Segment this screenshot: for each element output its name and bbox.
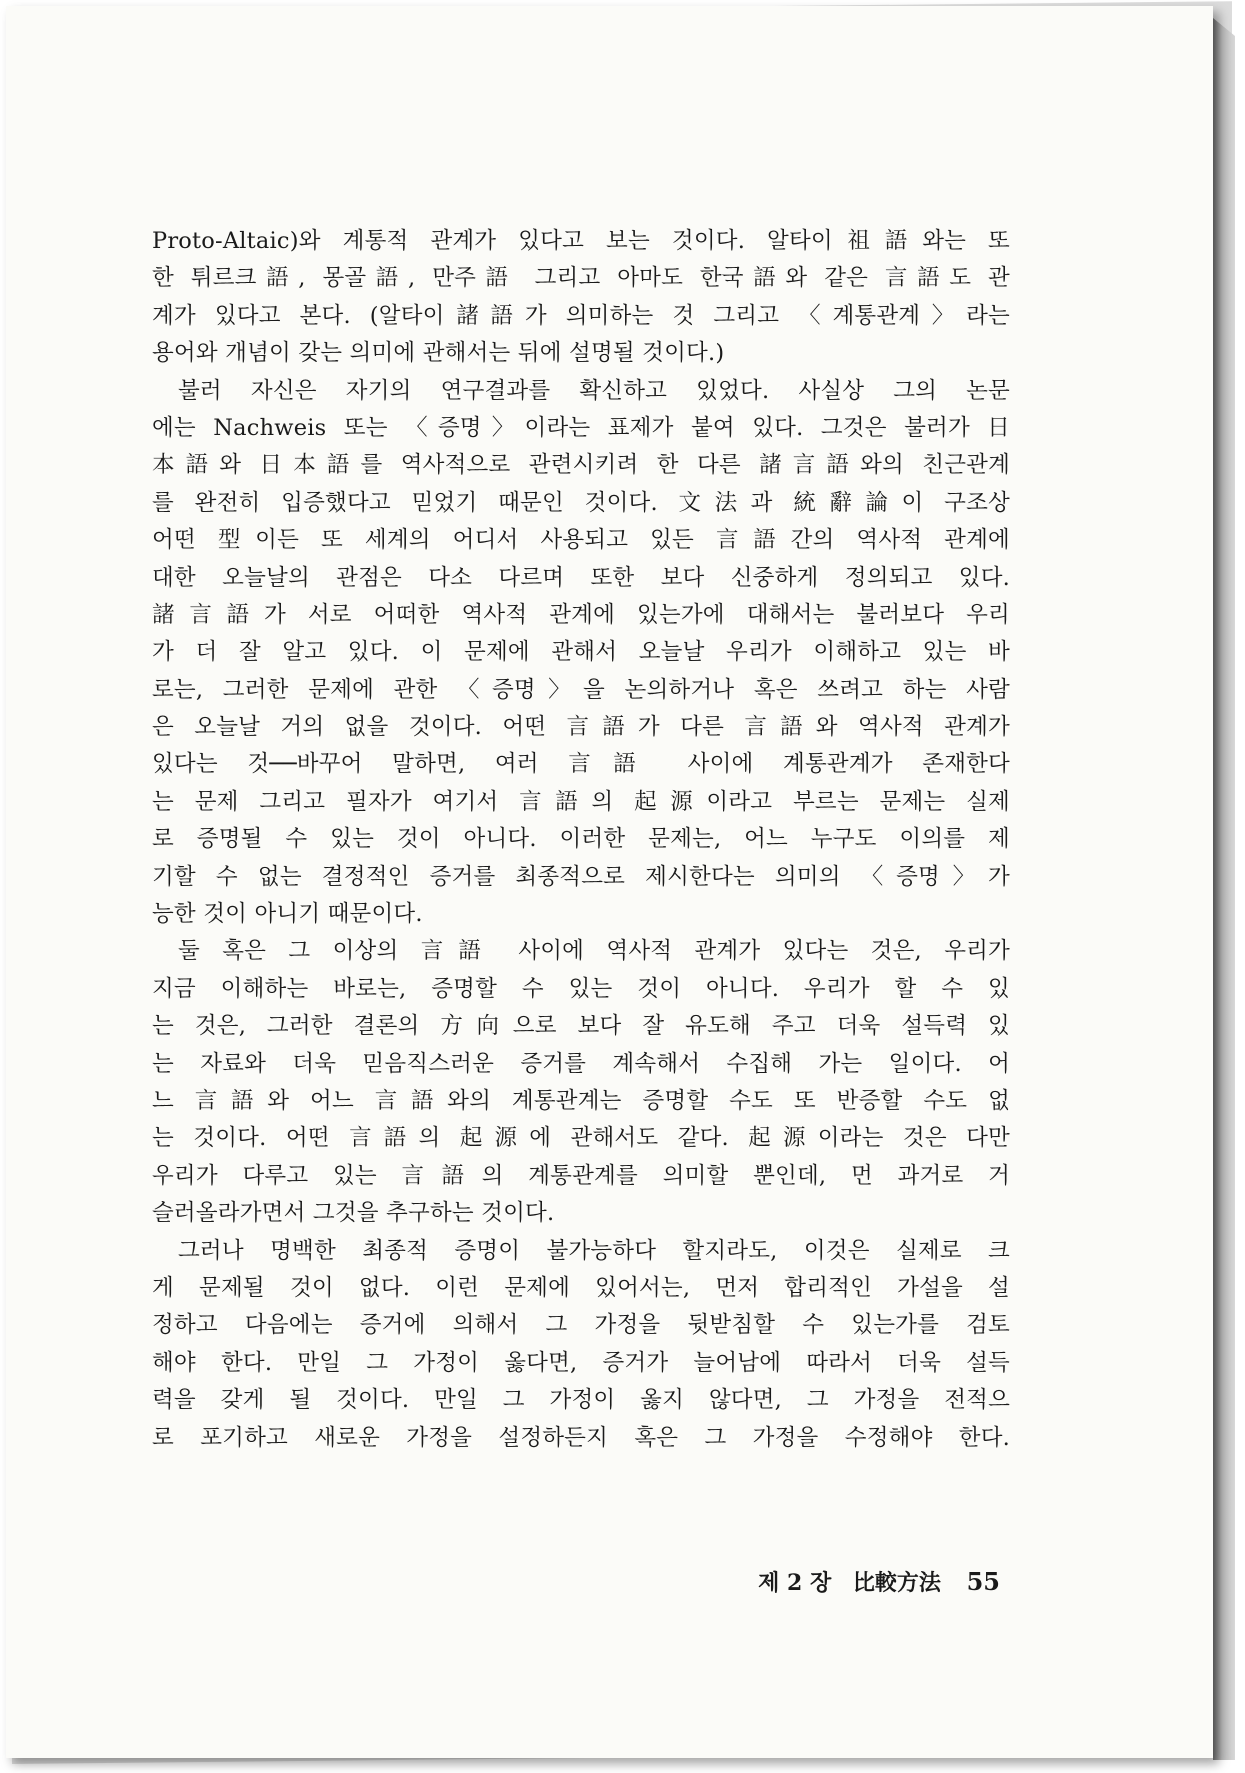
text-line: 능한 것이 아니기 때문이다. <box>152 901 423 928</box>
text-line: 해야 한다. 만일 그 가정이 옳다면, 증거가 늘어남에 따라서 더욱 설득 <box>152 1349 1010 1376</box>
text-line: 한 튀르크語, 몽골語, 만주語 그리고 아마도 한국語와 같은 言語도 관 <box>152 265 1010 292</box>
text-line: 력을 갖게 될 것이다. 만일 그 가정이 옳지 않다면, 그 가정을 전적으 <box>152 1387 1010 1414</box>
text-line: 우리가 다루고 있는 言語의 계통관계를 의미할 뿐인데, 먼 과거로 거 <box>152 1162 1010 1189</box>
text-line: 은 오늘날 거의 없을 것이다. 어떤 言語가 다른 言語와 역사적 관계가 <box>152 714 1010 741</box>
text-line: 를 완전히 입증했다고 믿었기 때문인 것이다. 文法과 統辭論이 구조상 <box>152 489 1010 516</box>
text-line: 정하고 다음에는 증거에 의해서 그 가정을 뒷받침할 수 있는가를 검토 <box>152 1312 1010 1339</box>
text-line: 느 言語와 어느 言語와의 계통관계는 증명할 수도 또 반증할 수도 없 <box>152 1087 1010 1114</box>
chapter-title: 比較方法 <box>852 1570 941 1596</box>
text-line: 계가 있다고 본다. (알타이諸語가 의미하는 것 그리고 〈계통관계〉라는 <box>152 302 1010 329</box>
text-line: 에는 Nachweis 또는 〈증명〉이라는 표제가 붙여 있다. 그것은 불러가 日 <box>152 414 1010 441</box>
text-line: Proto-Altaic)와 계통적 관계가 있다고 보는 것이다. 알타이祖語와는 또 <box>152 228 1010 254</box>
text-line: 용어와 개념이 갖는 의미에 관해서는 뒤에 설명될 것이다.) <box>152 340 725 367</box>
text-line: 대한 오늘날의 관점은 다소 다르며 또한 보다 신중하게 정의되고 있다. <box>152 564 1010 591</box>
text-line: 둘 혹은 그 이상의 言語 사이에 역사적 관계가 있다는 것은, 우리가 <box>178 938 1010 965</box>
text-line: 는 것은, 그러한 결론의 方向으로 보다 잘 유도해 주고 더욱 설득력 있 <box>152 1013 1010 1040</box>
text-line: 불러 자신은 자기의 연구결과를 확신하고 있었다. 사실상 그의 논문 <box>178 377 1010 404</box>
text-line: 게 문제될 것이 없다. 이런 문제에 있어서는, 먼저 합리적인 가설을 설 <box>152 1274 1010 1301</box>
text-line: 는 문제 그리고 필자가 여기서 言語의 起源이라고 부르는 문제는 실제 <box>152 788 1010 815</box>
page-edge <box>1213 18 1235 1760</box>
text-line: 諸言語가 서로 어떠한 역사적 관계에 있는가에 대해서는 불러보다 우리 <box>152 601 1010 628</box>
text-line: 로는, 그러한 문제에 관한 〈증명〉을 논의하거나 혹은 쓰려고 하는 사람 <box>152 676 1010 703</box>
text-line: 本語와 日本語를 역사적으로 관련시키려 한 다른 諸言語와의 친근관계 <box>152 452 1010 479</box>
text-line: 지금 이해하는 바로는, 증명할 수 있는 것이 아니다. 우리가 할 수 있 <box>152 975 1010 1002</box>
text-line: 는 자료와 더욱 믿음직스러운 증거를 계속해서 수집해 가는 일이다. 어 <box>152 1050 1010 1077</box>
text-line: 있다는 것──바꾸어 말하면, 여러 言語 사이에 계통관계가 존재한다 <box>152 751 1010 778</box>
text-line: 기할 수 없는 결정적인 증거를 최종적으로 제시한다는 의미의 〈증명〉가 <box>152 863 1010 890</box>
page-footer <box>700 1562 1000 1602</box>
text-line: 가 더 잘 알고 있다. 이 문제에 관해서 오늘날 우리가 이해하고 있는 바 <box>152 639 1010 666</box>
text-line: 로 포기하고 새로운 가정을 설정하든지 혹은 그 가정을 수정해야 한다. <box>152 1424 1010 1451</box>
chapter-label: 제 2 장 <box>758 1570 832 1596</box>
body-text <box>152 223 1010 1457</box>
text-line: 어떤 型이든 또 세계의 어디서 사용되고 있든 言語간의 역사적 관계에 <box>152 527 1010 554</box>
text-line: 로 증명될 수 있는 것이 아니다. 이러한 문제는, 어느 누구도 이의를 제 <box>152 826 1010 853</box>
text-line: 슬러올라가면서 그것을 추구하는 것이다. <box>152 1200 555 1227</box>
text-line: 는 것이다. 어떤 言語의 起源에 관해서도 같다. 起源이라는 것은 다만 <box>152 1125 1010 1152</box>
text-line: 그러나 명백한 최종적 증명이 불가능하다 할지라도, 이것은 실제로 크 <box>178 1237 1010 1264</box>
page-number: 55 <box>966 1567 1000 1596</box>
